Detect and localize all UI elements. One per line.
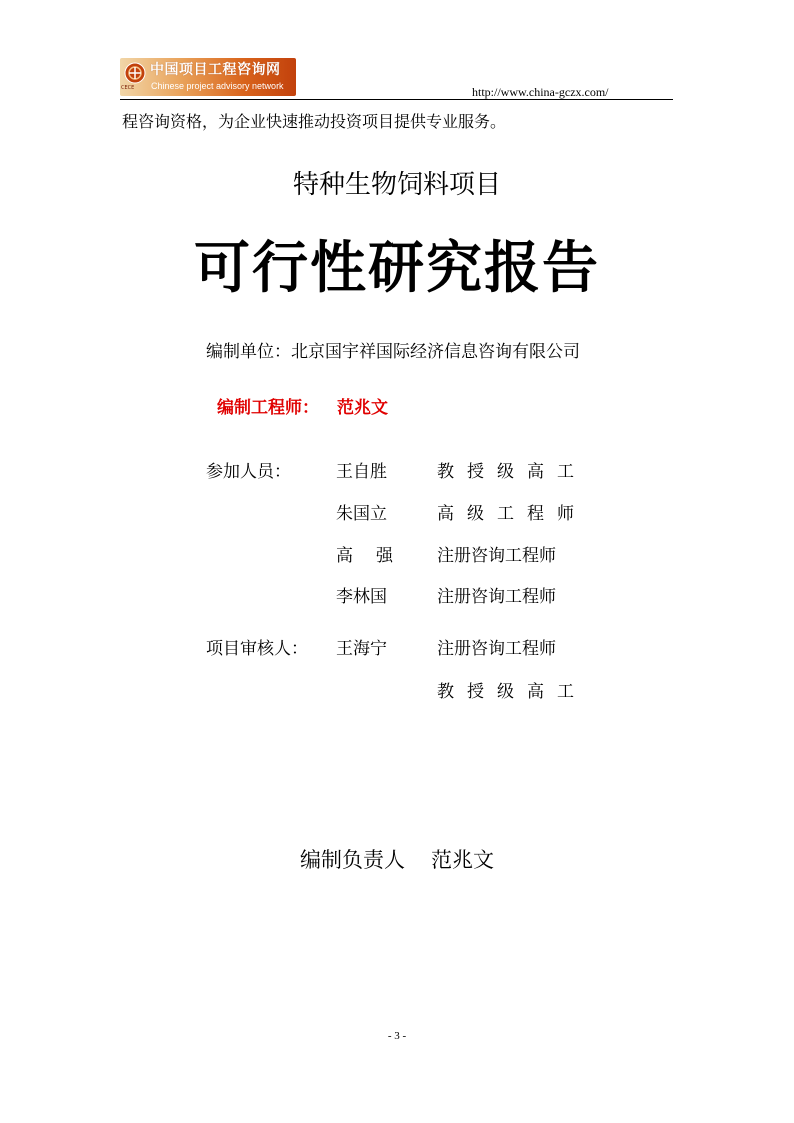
responsible-label: 编制负责人	[300, 848, 405, 872]
participant-name: 李林国	[336, 587, 387, 607]
participant-title: 高级工程师	[437, 504, 587, 524]
participant-title: 教授级高工	[437, 462, 587, 482]
reviewer-name: 王海宁	[336, 639, 387, 659]
page-number: - 3 -	[387, 1030, 407, 1042]
responsible-person	[0, 846, 794, 874]
participants-label: 参加人员：	[206, 462, 291, 482]
participant-title: 注册咨询工程师	[437, 587, 556, 607]
intro-text: 程咨询资格，为企业快速推动投资项目提供专业服务。	[122, 112, 507, 131]
reviewer-title: 教授级高工	[437, 682, 587, 702]
logo-emblem-text: CECE	[121, 85, 135, 91]
reviewer-label: 项目审核人：	[206, 639, 308, 659]
header-url-link[interactable]: http://www.china-gczx.com/	[472, 85, 609, 99]
logo-emblem-icon	[124, 62, 146, 84]
report-title: 可行性研究报告	[194, 236, 600, 301]
participant-title: 注册咨询工程师	[437, 546, 556, 566]
participant-name: 王自胜	[336, 462, 387, 482]
chief-engineer-name: 范兆文	[337, 398, 388, 418]
reviewer-title: 注册咨询工程师	[437, 639, 556, 659]
participant-name: 朱国立	[336, 504, 387, 524]
responsible-name: 范兆文	[431, 848, 494, 872]
site-logo[interactable]	[120, 58, 296, 96]
logo-english-name: Chinese project advisory network	[151, 81, 284, 91]
header-divider	[120, 99, 673, 100]
logo-chinese-name: 中国项目工程咨询网	[150, 62, 281, 78]
chief-engineer	[217, 397, 388, 419]
project-title: 特种生物饲料项目	[292, 170, 501, 200]
participant-name: 高强	[336, 546, 416, 566]
chief-engineer-label: 编制工程师：	[217, 398, 319, 418]
compiler-unit: 编制单位：北京国宇祥国际经济信息咨询有限公司	[206, 342, 580, 362]
